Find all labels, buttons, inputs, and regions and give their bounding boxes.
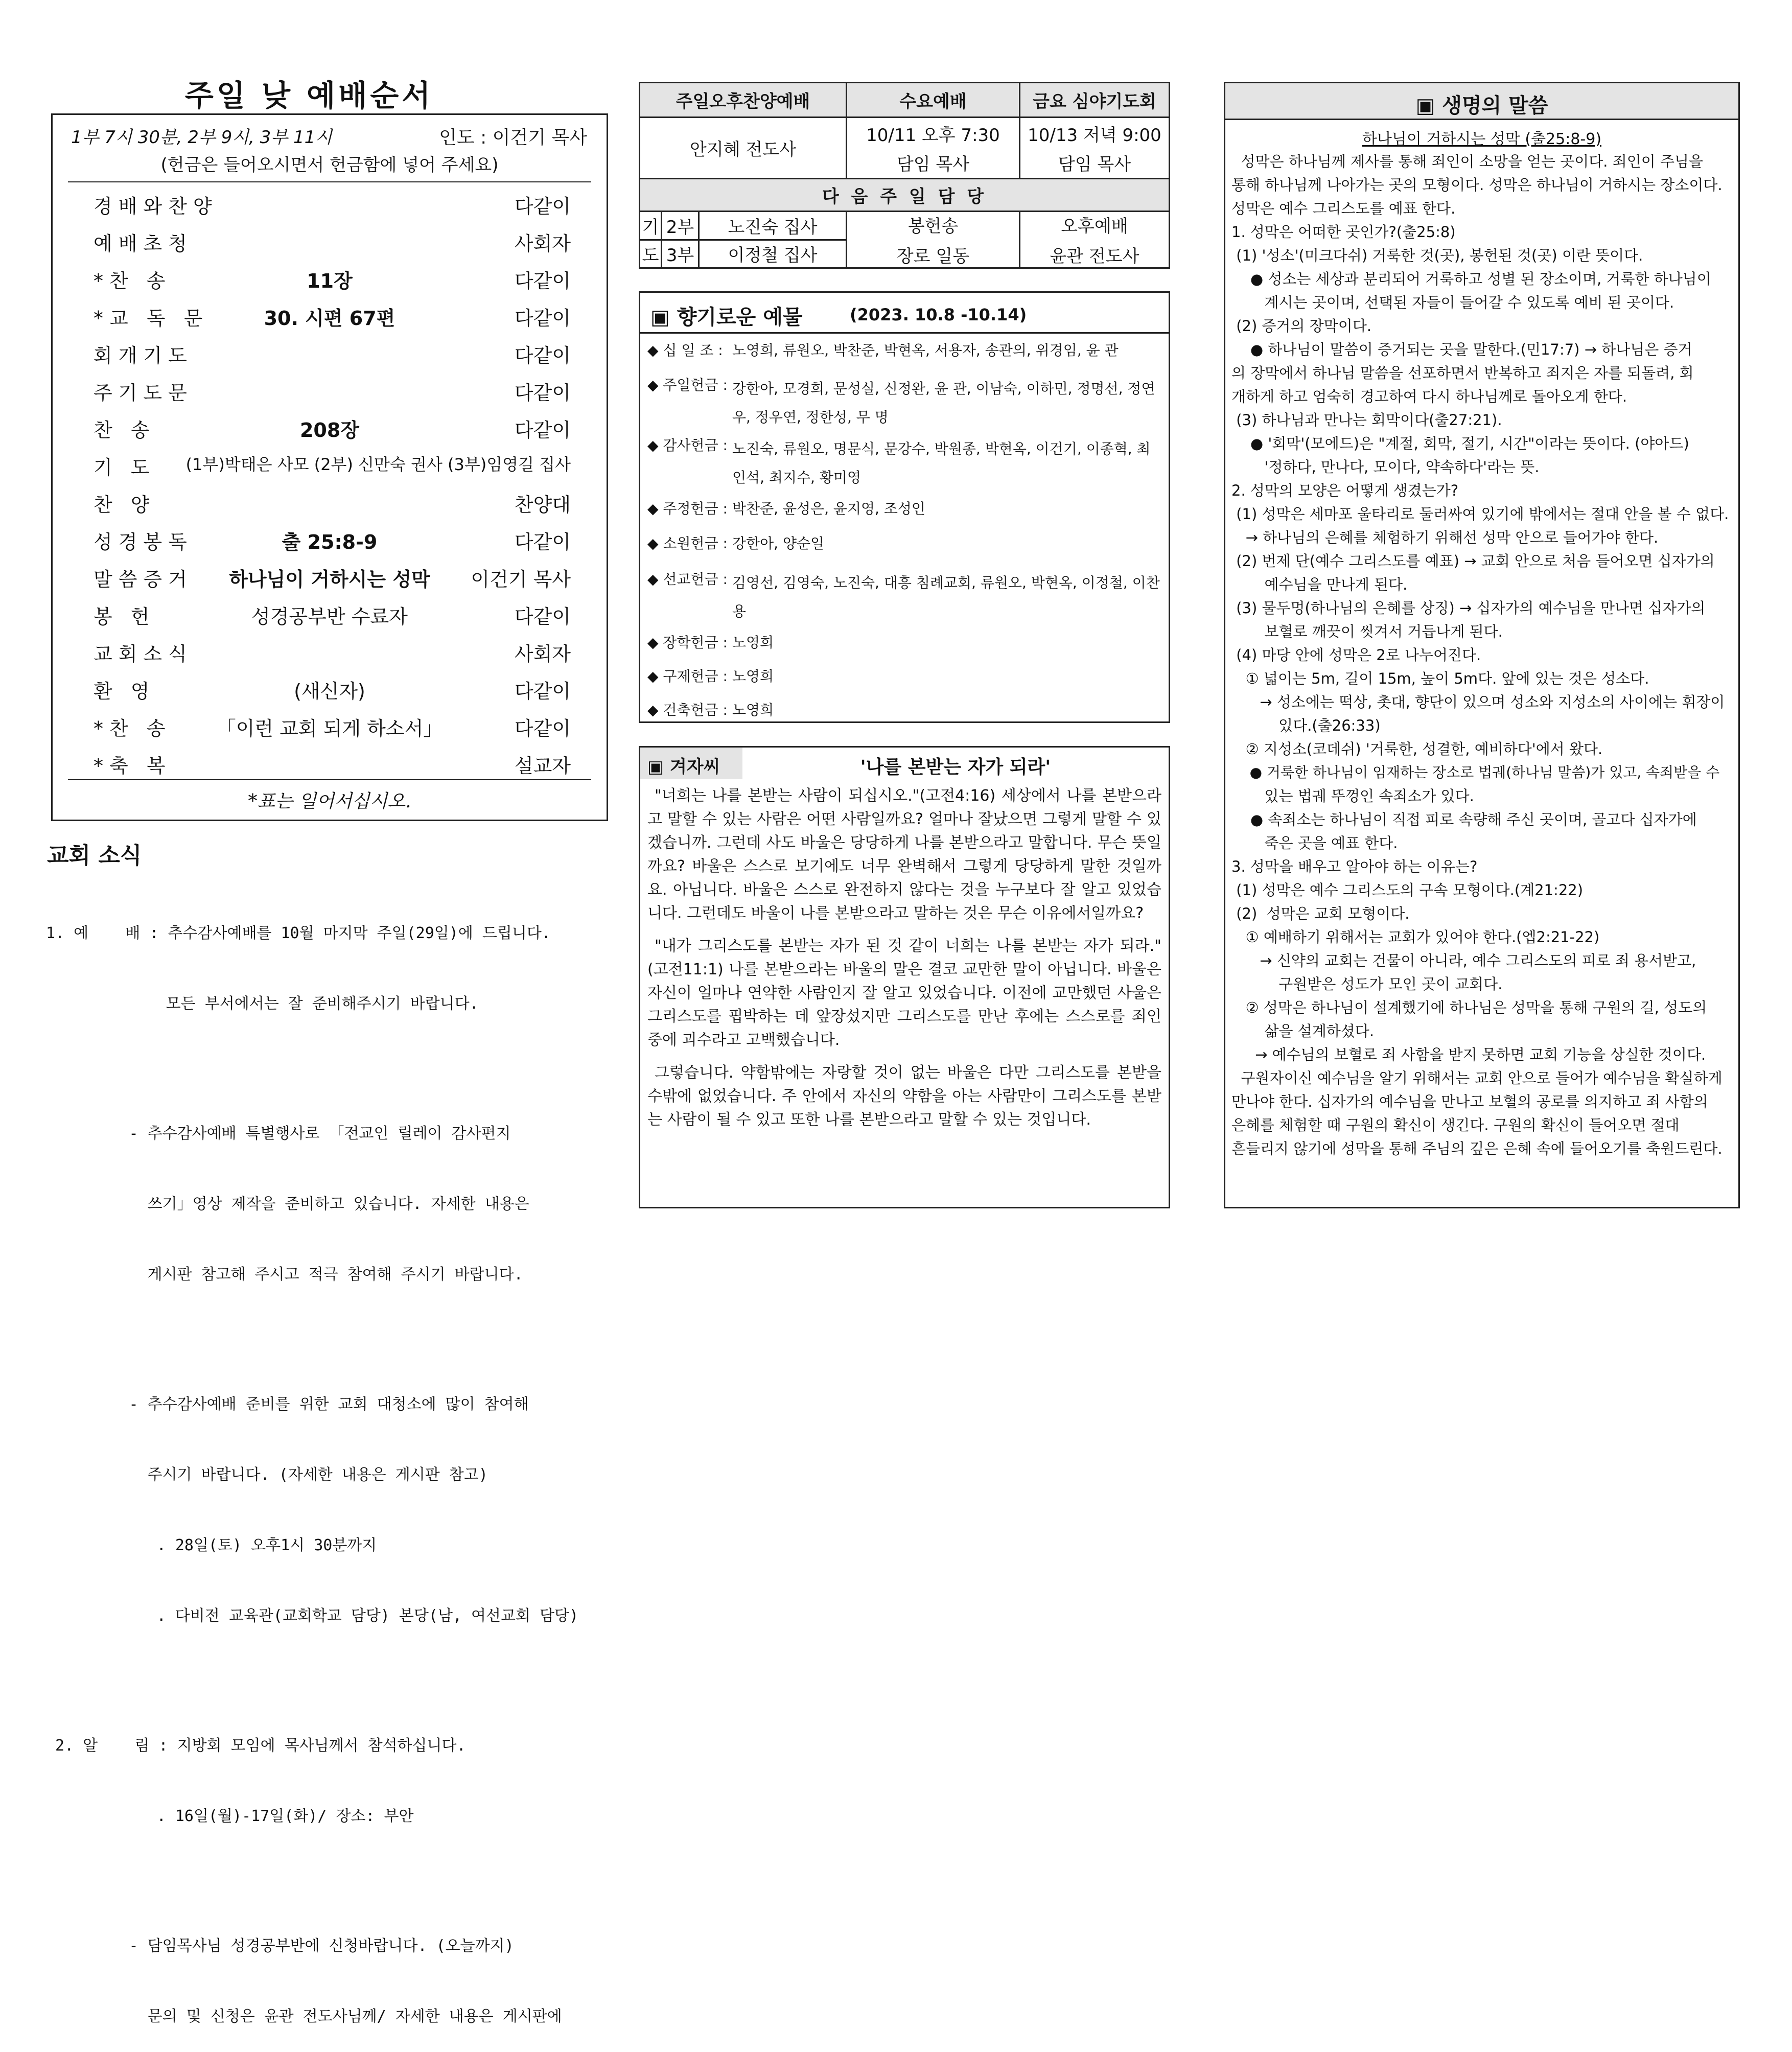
mustard-label: ▣ 겨자씨 [640,748,742,779]
life-line: 계시는 곳이며, 선택된 자들이 들어갈 수 있도록 예비 된 곳이다. [1231,294,1674,311]
life-line: ● 속죄소는 하나님이 직접 피로 속량해 주신 곳이며, 골고다 십자가에 [1231,811,1697,828]
life-line: (1) 성막은 세마포 울타리로 둘러싸여 있기에 밖에서는 절대 안을 볼 수 없다. [1231,505,1729,523]
order-item: *축 복 설교자 [94,755,571,777]
news-line: . 16일(월)-17일(화)/ 장소: 부안 [46,1807,414,1825]
news-title: 교회 소식 [47,843,142,869]
news-line: . 28일(토) 오후1시 30분까지 [46,1536,377,1554]
life-line: ② 지성소(코데쉬) '거룩한, 성결한, 예비하다'에서 왔다. [1231,740,1603,758]
life-line: 통해 하나님께 나아가는 곳의 모형이다. 성막은 하나님이 거하시는 장소이다. [1231,176,1723,194]
mustard-title: '나를 본받는 자가 되라' [860,757,1051,778]
news-line: - 추수감사예배 특별행사로 「전교인 릴레이 감사편지 [46,1125,511,1142]
mustard-paragraph: 그렇습니다. 약함밖에는 자랑할 것이 없는 바울은 다만 그리스도를 본받을 수밖에 없었습니다. 주 안에서 자신의 약함을 아는 사람만이 그리스도를 본받는 사람이 될 수 있고 또한 나를 본받으라고 말할 수 있는 것입니다. [647,1064,1161,1129]
offering-period: (2023. 10.8 -10.14) [850,305,1027,324]
life-title: ▣ 생명의 말씀 [1225,83,1738,120]
offering-title: ▣ 향기로운 예물 [650,306,803,329]
life-line: (4) 마당 안에 성막은 2로 나누어진다. [1231,646,1481,664]
life-line: (2) 번제 단(예수 그리스도를 예표) → 교회 안으로 처음 들어오면 십자가의 [1231,552,1715,570]
order-item: *교 독 문 30. 시편 67편 다같이 [94,307,571,330]
life-line: → 예수님의 보혈로 죄 사함을 받지 못하면 교회 기능을 상실한 것이다. [1231,1046,1706,1063]
life-line: 있다.(출26:33) [1231,717,1381,734]
life-line: ① 넓이는 5m, 길이 15m, 높이 5m다. 앞에 있는 것은 성소다. [1231,670,1649,687]
life-line: 만나야 한다. 십자가의 예수님을 만나고 보혈의 공로를 의지하고 죄 사함의 [1231,1093,1708,1110]
order-item: 교회소식 사회자 [94,643,571,665]
offertory-info: 봉헌송 장로 일동 [846,212,1019,268]
next-week-header: 다 음 주 일 담 당 [640,179,1170,212]
life-line: (1) '성소'(미크다쉬) 거룩한 것(곳), 봉헌된 것(곳) 이란 뜻이다. [1231,247,1643,264]
life-line: → 하나님의 은혜를 체험하기 위해선 성막 안으로 들어가야 한다. [1231,529,1659,546]
life-line: 보혈로 깨끗이 씻겨서 거듭나게 된다. [1231,623,1503,640]
wednesday-info: 10/11 오후 7:30 담임 목사 [846,118,1019,179]
life-line: 3. 성막을 배우고 알아야 하는 이유는? [1231,858,1478,875]
order-item: 예배초청 사회자 [94,232,571,255]
life-line: 1. 성막은 어떠한 곳인가?(출25:8) [1231,223,1456,241]
mustard-box [639,746,1170,1208]
life-line: ● '회막'(모에드)은 "계절, 회막, 절기, 시간"이라는 뜻이다. (야아드) [1231,435,1689,452]
life-line: (3) 하나님과 만나는 회막이다(출27:21). [1231,411,1502,429]
friday-info: 10/13 저녁 9:00 담임 목사 [1019,118,1169,179]
prayer-label: 기 [640,212,662,240]
offering-item: ◆ 소원헌금 : 강한아, 양순일 [647,535,825,552]
news-line: 모든 부서에서는 잘 준비해주시기 바랍니다. [46,995,479,1013]
life-box [1224,82,1740,1208]
life-subtitle: 하나님이 거하시는 성막 (출25:8-9) [1362,130,1602,148]
life-line: 구원자이신 예수님을 알기 위해서는 교회 안으로 들어가 예수님을 확실하게 [1231,1069,1723,1087]
offering-item: ◆ 주정헌금 : 박찬준, 윤성은, 윤지영, 조성인 [647,500,925,517]
friday-header: 금요 심야기도회 [1019,83,1169,118]
news-line: - 추수감사예배 준비를 위한 교회 대청소에 많이 참여해 [46,1395,529,1413]
order-box [51,113,608,821]
prayer-person: 이정철 집사 [699,240,847,268]
life-line: ② 성막은 하나님이 설계했기에 하나님은 성막을 통해 구원의 길, 성도의 [1231,999,1707,1016]
offering-item: ◆ 주일헌금 : 강한아, 모경희, 문성실, 신정완, 윤 관, 이남숙, 이하민, 정명선, 정연우, 정우연, 정한성, 무 명 [647,377,1155,426]
order-item: 주기도문 다같이 [94,382,571,404]
order-item: 환 영 (새신자) 다같이 [94,680,571,703]
offering-item: ◆ 장학헌금 : 노영희 [647,634,774,651]
news-line: - 담임목사님 성경공부반에 신청바랍니다. (오늘까지) [46,1937,514,1955]
life-line: 성막은 하나님께 제사를 통해 죄인이 소망을 얻는 곳이다. 죄인이 주님을 [1231,153,1704,170]
offering-item: ◆ 선교헌금 : 김영선, 김영숙, 노진숙, 대흥 침례교회, 류원오, 박현옥, 이정철, 이찬용 [647,571,1160,620]
life-line: 예수님을 만나게 된다. [1231,576,1408,593]
life-line: '정하다, 만나다, 모이다, 약속하다'라는 뜻. [1231,458,1540,476]
prayer-person: 노진숙 집사 [699,212,847,240]
life-line: 흔들리지 않기에 성막을 통해 주님의 깊은 은혜 속에 들어오기를 축원드린다. [1231,1140,1723,1157]
order-item: 찬 송 208장 다같이 [94,419,571,441]
news-line: . 다비전 교육관(교회학교 담당) 본당(남, 여선교회 담당) [46,1607,579,1625]
sunday-afternoon-header: 주일오후찬양예배 [640,83,847,118]
life-line: (1) 성막은 예수 그리스도의 구속 모형이다.(계21:22) [1231,881,1584,899]
news-line: 2. 알 림 : 지방회 모임에 목사님께서 참석하십니다. [46,1737,466,1755]
life-line: (3) 물두멍(하나님의 은혜를 상징) → 십자가의 예수님을 만나면 십자가의 [1231,599,1706,617]
life-line: → 신약의 교회는 건물이 아니라, 예수 그리스도의 피로 죄 용서받고, [1231,952,1696,969]
service-part: 3부 [662,240,699,268]
life-line: 구원받은 성도가 모인 곳이 교회다. [1231,975,1503,993]
offering-header [640,293,1169,334]
offering-item: ◆ 감사헌금 : 노진숙, 류원오, 명문식, 문강수, 박원종, 박현옥, 이건기, 이종혁, 최인석, 최지수, 황미영 [647,437,1151,486]
life-line: 은혜를 체험할 때 구원의 확신이 생긴다. 구원의 확신이 들어오면 절대 [1231,1116,1680,1134]
offering-item: ◆ 건축헌금 : 노영희 [647,702,774,718]
life-line: ● 거룩한 하나님이 임재하는 장소로 법궤(하나님 말씀)가 있고, 속죄받을 수 [1231,764,1720,781]
life-line: 죽은 곳을 예표 한다. [1231,834,1398,852]
afternoon-service-info: 오후예배 윤관 전도사 [1019,212,1169,268]
order-item: 회개기도 다같이 [94,344,571,367]
services-table [639,82,1170,269]
order-item: 봉 헌 성경공부반 수료자 다같이 [94,605,571,628]
order-list [68,185,591,777]
life-line: (2) 성막은 교회 모형이다. [1231,905,1410,922]
life-line: 의 장막에서 하나님 말씀을 선포하면서 반복하고 죄지은 자를 되돌려, 회 [1231,364,1694,382]
life-line: ● 하나님이 말씀이 증거되는 곳을 말한다.(민17:7) → 하나님은 증거 [1231,341,1692,358]
offering-note: (헌금은 들어오시면서 헌금함에 넣어 주세요) [160,155,499,175]
wednesday-header: 수요예배 [846,83,1019,118]
life-line: (2) 증거의 장막이다. [1231,317,1372,335]
mustard-paragraph: "내가 그리스도를 본받는 자가 된 것 같이 너희는 나를 본받는 자가 되라." (고전11:1) 나를 본받으라는 바울의 말은 결코 교만한 말이 아닙니다. 바울은 자신이 얼마나 연약한 사람인지 잘 알고 있었습니다. 이전에 교만했던 사울은 그리스도를 핍박하는 데 앞장섰지만 그리스도를 만난 후에는 스스로를 죄인 중에 괴수라고 고백했습니다. [647,937,1161,1049]
service-part: 2부 [662,212,699,240]
offering-item: ◆ 십 일 조 : 노영희, 류원오, 박찬준, 박현옥, 서용자, 송관의, 위경임, 윤 관 [647,342,1119,359]
mustard-paragraph: "너희는 나를 본받는 사람이 되십시오."(고전4:16) 세상에서 나를 본받으라고 말할 수 있는 사람은 어떤 사람일까요? 얼마나 잘났으면 그렇게 말할 수 있겠습니까. 그런데 사도 바울은 당당하게 나를 본받으라고 말합니다. 무슨 뜻일까요? 바울은 스스로 보기에도 너무 완벽해서 그렇게 당당하게 말한 것일까요. 아닙니다. 바울은 스스로 완전하지 않다는 것을 누구보다 잘 알고 있었습니다. 그런데도 바울이 나를 본받으라고 말하는 것은 무슨 이유에서일까요? [647,787,1161,922]
news-body [46,875,608,2025]
order-divider-top [68,181,591,182]
order-item: 기 도 (1부)박태은 사모 (2부) 신만숙 권사 (3부)임영길 집사 [94,455,571,479]
news-line: 문의 및 신청은 윤관 전도사님께/ 자세한 내용은 게시판에 [46,2008,562,2025]
news-line: 주시기 바랍니다. (자세한 내용은 게시판 참고) [46,1466,488,1484]
life-body [1231,150,1734,1160]
life-line: 있는 법궤 뚜껑인 속죄소가 있다. [1231,787,1474,805]
order-divider-bottom [68,779,591,780]
life-line: → 성소에는 떡상, 촛대, 향단이 있으며 성소와 지성소의 사이에는 휘장이 [1231,693,1725,711]
order-item: 성경봉독 출 25:8-9 다같이 [94,531,571,553]
order-item: *찬 송 「이런 교회 되게 하소서」 다같이 [94,717,571,740]
order-item: 찬 양 찬양대 [94,494,571,516]
stand-note: *표는 일어서십시오. [248,791,411,812]
order-item: 말씀증거 하나님이 거하시는 성막 이건기 목사 [94,568,571,591]
life-line: 삶을 설계하셨다. [1231,1022,1375,1040]
order-item: 경배와찬양 다같이 [94,195,571,218]
order-item: *찬 송 11장 다같이 [94,270,571,292]
news-line: 쓰기」영상 제작을 준비하고 있습니다. 자세한 내용은 [46,1195,529,1213]
order-title: 주일 낮 예배순서 [184,78,434,113]
prayer-label: 도 [640,240,662,268]
life-line: 성막은 예수 그리스도를 예표 한다. [1231,200,1456,217]
mustard-text [647,784,1161,1132]
life-line: 개하게 하고 엄숙히 경고하여 다시 하나님께로 돌아오게 한다. [1231,388,1627,405]
news-line: 1. 예 배 : 추수감사예배를 10월 마지막 주일(29일)에 드립니다. [46,924,551,942]
service-leader: 인도 : 이건기 목사 [439,127,587,148]
life-line: 2. 성막의 모양은 어떻게 생겼는가? [1231,482,1459,499]
life-line: ● 성소는 세상과 분리되어 거룩하고 성별 된 장소이며, 거룩한 하나님이 [1231,270,1711,288]
news-line: 게시판 참고해 주시고 적극 참여해 주시기 바랍니다. [46,1266,523,1284]
offering-item: ◆ 구제헌금 : 노영희 [647,668,774,685]
life-line: ① 예배하기 위해서는 교회가 있어야 한다.(엡2:21-22) [1231,928,1600,946]
sunday-afternoon-leader: 안지혜 전도사 [640,118,847,179]
offering-box [639,291,1170,723]
service-times: 1부 7시 30분, 2부 9시, 3부 11시 [71,127,333,148]
